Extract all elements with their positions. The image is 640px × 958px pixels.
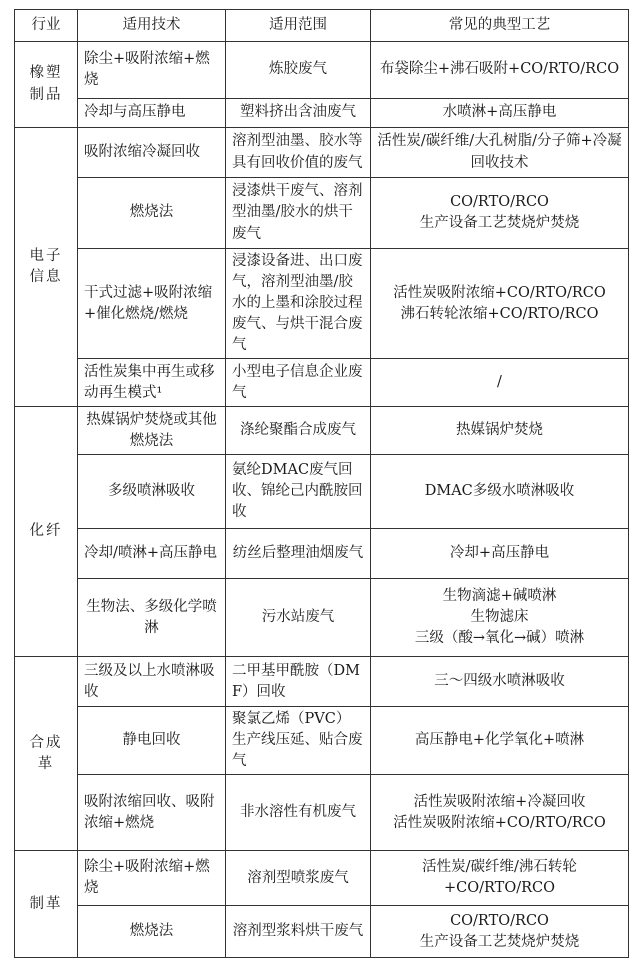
scope-cell: 浸漆烘干废气、溶剂型油墨/胶水的烘干废气 (226, 178, 371, 249)
table-row (15, 851, 629, 906)
industry-cell: 电子 信息 (15, 128, 78, 407)
process-cell: 布袋除尘+沸石吸附+CO/RTO/RCO (371, 42, 629, 99)
process-table (14, 9, 629, 958)
table-row (15, 42, 629, 99)
tech-cell: 活性炭集中再生或移动再生模式¹ (78, 359, 226, 407)
tech-cell: 冷却与高压静电 (78, 99, 226, 128)
header-tech: 适用技术 (78, 10, 226, 42)
scope-cell: 氨纶DMAC废气回收、锦纶己内酰胺回收 (226, 455, 371, 529)
process-cell: 热媒锅炉焚烧 (371, 407, 629, 455)
tech-cell: 除尘+吸附浓缩+燃烧 (78, 42, 226, 99)
tech-cell: 燃烧法 (78, 178, 226, 249)
table-row (15, 178, 629, 249)
industry-cell: 制革 (15, 851, 78, 958)
scope-cell: 二甲基甲酰胺（DMF）回收 (226, 657, 371, 707)
process-cell: CO/RTO/RCO 生产设备工艺焚烧炉焚烧 (371, 906, 629, 958)
tech-cell: 除尘+吸附浓缩+燃烧 (78, 851, 226, 906)
scope-cell: 溶剂型浆料烘干废气 (226, 906, 371, 958)
scope-cell: 溶剂型油墨、胶水等具有回收价值的废气 (226, 128, 371, 178)
process-cell: 生物滴滤+碱喷淋 生物滤床 三级（酸→氧化→碱）喷淋 (371, 579, 629, 657)
table-row (15, 128, 629, 178)
tech-cell: 吸附浓缩回收、吸附浓缩+燃烧 (78, 775, 226, 851)
process-cell: 活性炭吸附浓缩+冷凝回收 活性炭吸附浓缩+CO/RTO/RCO (371, 775, 629, 851)
header-scope: 适用范围 (226, 10, 371, 42)
table-row (15, 775, 629, 851)
process-cell: 冷却+高压静电 (371, 529, 629, 579)
header-row (15, 10, 629, 42)
table-row (15, 579, 629, 657)
process-cell: 三～四级水喷淋吸收 (371, 657, 629, 707)
process-cell: 水喷淋+高压静电 (371, 99, 629, 128)
process-cell: CO/RTO/RCO 生产设备工艺焚烧炉焚烧 (371, 178, 629, 249)
process-cell: 高压静电+化学氧化+喷淋 (371, 707, 629, 775)
table-row (15, 455, 629, 529)
table-row (15, 707, 629, 775)
scope-cell: 炼胶废气 (226, 42, 371, 99)
table-row (15, 529, 629, 579)
tech-cell: 干式过滤+吸附浓缩+催化燃烧/燃烧 (78, 249, 226, 359)
tech-cell: 静电回收 (78, 707, 226, 775)
tech-cell: 吸附浓缩冷凝回收 (78, 128, 226, 178)
header-process: 常见的典型工艺 (371, 10, 629, 42)
tech-cell: 生物法、多级化学喷淋 (78, 579, 226, 657)
scope-cell: 非水溶性有机废气 (226, 775, 371, 851)
tech-cell: 热媒锅炉焚烧或其他燃烧法 (78, 407, 226, 455)
table-row (15, 99, 629, 128)
tech-cell: 多级喷淋吸收 (78, 455, 226, 529)
process-cell: / (371, 359, 629, 407)
table-row (15, 249, 629, 359)
scope-cell: 纺丝后整理油烟废气 (226, 529, 371, 579)
table-row (15, 359, 629, 407)
table-row (15, 407, 629, 455)
scope-cell: 小型电子信息企业废气 (226, 359, 371, 407)
scope-cell: 聚氯乙烯（PVC）生产线压延、贴合废气 (226, 707, 371, 775)
tech-cell: 三级及以上水喷淋吸收 (78, 657, 226, 707)
industry-cell: 化纤 (15, 407, 78, 657)
scope-cell: 浸漆设备进、出口废气，溶剂型油墨/胶水的上墨和涂胶过程废气、与烘干混合废气 (226, 249, 371, 359)
scope-cell: 涤纶聚酯合成废气 (226, 407, 371, 455)
process-cell: 活性炭/碳纤维/沸石转轮 +CO/RTO/RCO (371, 851, 629, 906)
scope-cell: 塑料挤出含油废气 (226, 99, 371, 128)
header-industry: 行业 (15, 10, 78, 42)
table-row (15, 906, 629, 958)
process-cell: 活性炭吸附浓缩+CO/RTO/RCO 沸石转轮浓缩+CO/RTO/RCO (371, 249, 629, 359)
scope-cell: 溶剂型喷浆废气 (226, 851, 371, 906)
process-cell: DMAC多级水喷淋吸收 (371, 455, 629, 529)
table-row (15, 657, 629, 707)
industry-cell: 合成 革 (15, 657, 78, 851)
scope-cell: 污水站废气 (226, 579, 371, 657)
tech-cell: 燃烧法 (78, 906, 226, 958)
tech-cell: 冷却/喷淋+高压静电 (78, 529, 226, 579)
process-cell: 活性炭/碳纤维/大孔树脂/分子筛+冷凝回收技术 (371, 128, 629, 178)
industry-cell: 橡塑 制品 (15, 42, 78, 128)
